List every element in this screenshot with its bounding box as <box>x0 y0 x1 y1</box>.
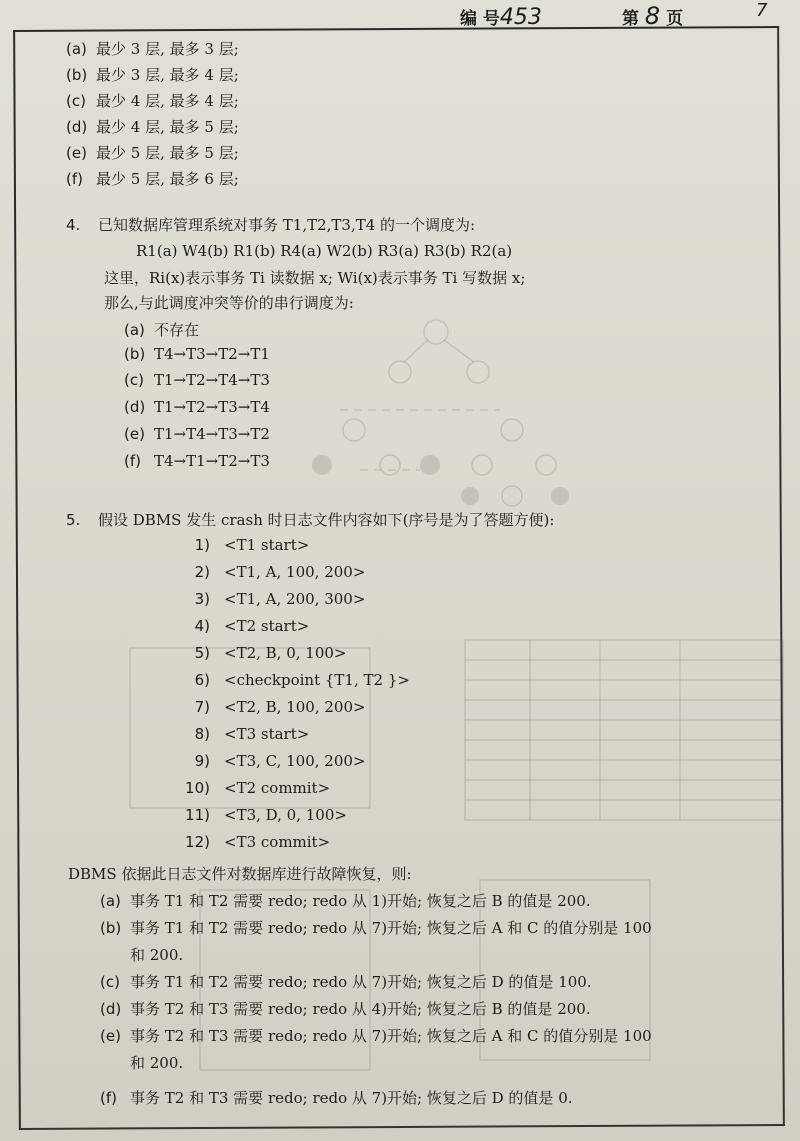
q4-note-read-write: 这里，Ri(x)表示事务 Ti 读数据 x; Wi(x)表示事务 Ti 写数据 x; <box>104 269 526 287</box>
q5-recovery-question: DBMS 依据此日志文件对数据库进行故障恢复，则: <box>68 865 412 883</box>
q5-option-c: (c) 事务 T1 和 T2 需要 redo; redo 从 7)开始; 恢复之后 D 的值是 100. <box>100 973 592 991</box>
q4-stem: 已知数据库管理系统对事务 T1,T2,T3,T4 的一个调度为: <box>98 216 476 234</box>
q4-option-b: (b) T4→T3→T2→T1 <box>124 345 270 363</box>
q4-option-e: (e) T1→T4→T3→T2 <box>124 425 270 443</box>
log-entry: 12) <T3 commit> <box>185 833 331 851</box>
q3-option-d: (d) 最少 4 层, 最多 5 层; <box>66 118 239 136</box>
q4-number: 4. <box>66 216 81 234</box>
q3-option-c: (c) 最少 4 层, 最多 4 层; <box>66 92 239 110</box>
q5-number: 5. <box>66 511 81 529</box>
log-entry: 6) <checkpoint {T1, T2 }> <box>194 671 410 689</box>
log-entry: 1) <T1 start> <box>194 536 310 554</box>
q5-option-f: (f) 事务 T2 和 T3 需要 redo; redo 从 7)开始; 恢复之后 D 的值是 0. <box>100 1089 573 1107</box>
page-suffix: 页 <box>666 9 684 29</box>
q3-option-a: (a) 最少 3 层, 最多 3 层; <box>66 40 239 58</box>
page-value: 8 <box>644 2 661 30</box>
log-entry: 10) <T2 commit> <box>185 779 331 797</box>
log-entry: 5) <T2, B, 0, 100> <box>194 644 347 662</box>
page-prefix: 第 <box>622 9 639 29</box>
q5-option-b: (b) 事务 T1 和 T2 需要 redo; redo 从 7)开始; 恢复之后 A 和 C 的值分别是 100 <box>100 919 652 937</box>
log-entry: 9) <T3, C, 100, 200> <box>194 752 366 770</box>
q5-option-d: (d) 事务 T2 和 T3 需要 redo; redo 从 4)开始; 恢复之后 B 的值是 200. <box>100 1000 591 1018</box>
log-entry: 4) <T2 start> <box>194 617 310 635</box>
serial-number <box>460 4 542 30</box>
log-entry: 11) <T3, D, 0, 100> <box>185 806 347 824</box>
q4-option-c: (c) T1→T2→T4→T3 <box>124 371 270 389</box>
q5-option-a: (a) 事务 T1 和 T2 需要 redo; redo 从 1)开始; 恢复之后 B 的值是 200. <box>100 892 591 910</box>
q3-option-b: (b) 最少 3 层, 最多 4 层; <box>66 66 239 84</box>
log-entry: 3) <T1, A, 200, 300> <box>194 590 366 608</box>
q5-stem: 假设 DBMS 发生 crash 时日志文件内容如下(序号是为了答题方便): <box>98 511 555 529</box>
q3-option-e: (e) 最少 5 层, 最多 5 层; <box>66 144 239 162</box>
serial-value: 453 <box>499 5 542 30</box>
q4-option-a: (a) 不存在 <box>124 321 200 339</box>
log-entry: 7) <T2, B, 100, 200> <box>194 698 366 716</box>
q4-schedule: R1(a) W4(b) R1(b) R4(a) W2(b) R3(a) R3(b) R2(a) <box>136 242 513 260</box>
log-entry: 8) <T3 start> <box>194 725 310 743</box>
corner-mark: 7 <box>756 0 768 21</box>
q4-option-d: (d) T1→T2→T3→T4 <box>124 398 270 416</box>
serial-label: 编 号 <box>460 9 500 29</box>
q5-option-e-continued: 和 200. <box>130 1054 184 1072</box>
q4-note-question: 那么,与此调度冲突等价的串行调度为: <box>104 294 354 312</box>
page-border <box>13 26 785 1130</box>
q5-option-b-continued: 和 200. <box>130 946 184 964</box>
q5-option-e: (e) 事务 T2 和 T3 需要 redo; redo 从 7)开始; 恢复之后 A 和 C 的值分别是 100 <box>100 1027 652 1045</box>
log-entry: 2) <T1, A, 100, 200> <box>194 563 366 581</box>
q3-option-f: (f) 最少 5 层, 最多 6 层; <box>66 170 239 188</box>
q4-option-f: (f) T4→T1→T2→T3 <box>124 452 270 470</box>
